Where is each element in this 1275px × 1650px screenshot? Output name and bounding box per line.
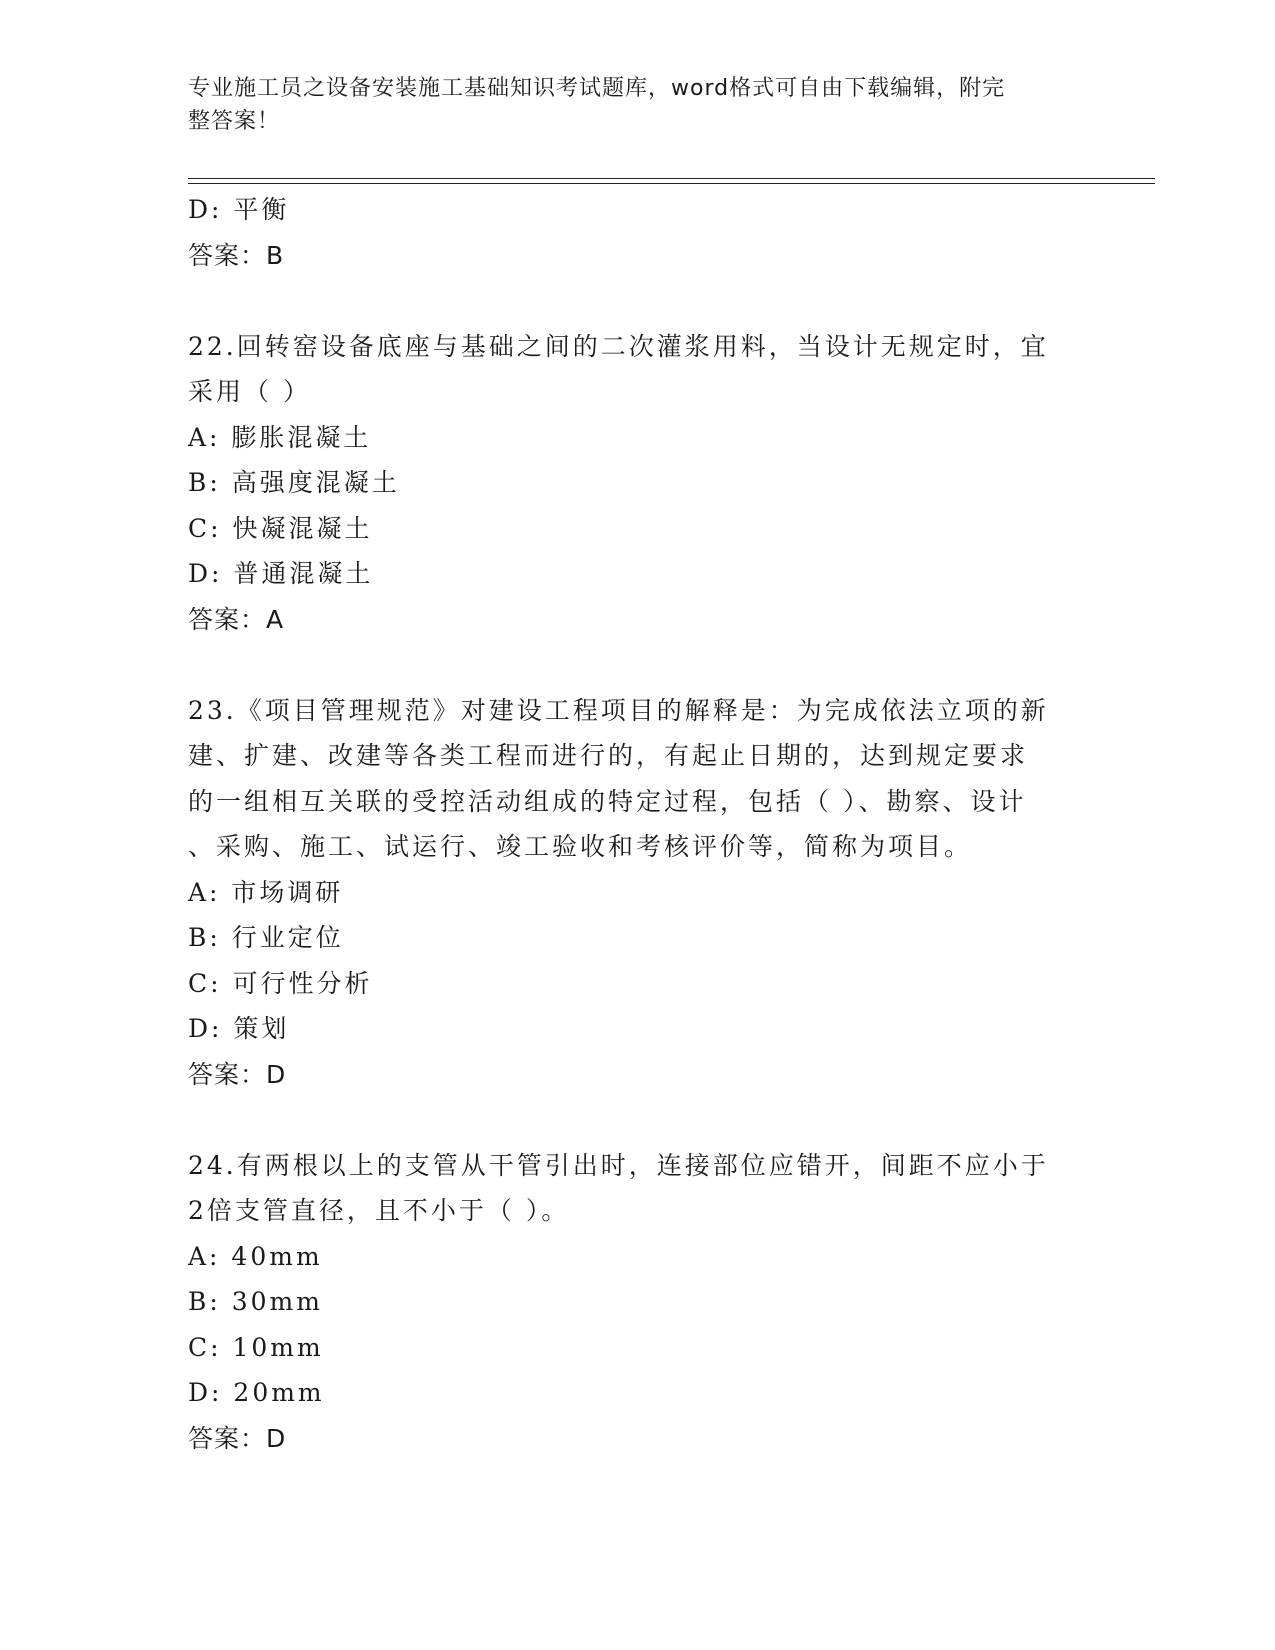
question-stem-line: 建、扩建、改建等各类工程而进行的，有起止日期的，达到规定要求	[188, 741, 1029, 770]
question-22	[188, 324, 1088, 643]
header-divider-bottom	[188, 183, 1155, 184]
header-line-2: 整答案！	[188, 109, 281, 134]
header-divider-top	[188, 178, 1155, 179]
option-b: B: 30mm	[188, 1287, 323, 1316]
question-24	[188, 1143, 1088, 1462]
option-c: C: 10mm	[188, 1332, 324, 1362]
option-d: D: 平衡	[188, 195, 290, 224]
option-a: A: 膨胀混凝土	[188, 422, 372, 452]
question-stem-line: 22.回转窑设备底座与基础之间的二次灌浆用料，当设计无规定时，宜	[188, 331, 1049, 361]
answer-line: 答案：D	[188, 1059, 287, 1089]
question-stem-line: 、采购、施工、试运行、竣工验收和考核评价等，简称为项目。	[188, 832, 973, 861]
answer-line: 答案：B	[188, 240, 285, 270]
option-a: A: 40mm	[188, 1241, 323, 1271]
question-stem-line: 24.有两根以上的支管从干管引出时，连接部位应错开，间距不应小于	[188, 1150, 1049, 1180]
question-stem-line: 的一组相互关联的受控活动组成的特定过程，包括（ ）、勘察、设计	[188, 786, 1027, 816]
option-b: B: 高强度混凝土	[188, 468, 400, 497]
option-a: A: 市场调研	[188, 877, 344, 907]
option-d: D: 20mm	[188, 1378, 325, 1407]
question-stem-line: 2倍支管直径，且不小于（ ）。	[188, 1196, 570, 1225]
question-stem-line: 23.《项目管理规范》对建设工程项目的解释是：为完成依法立项的新	[188, 695, 1049, 725]
option-b: B: 行业定位	[188, 923, 344, 952]
question-stem-line: 采用（ ）	[188, 377, 311, 406]
option-c: C: 快凝混凝土	[188, 513, 373, 543]
option-c: C: 可行性分析	[188, 968, 373, 998]
option-d: D: 策划	[188, 1014, 290, 1043]
header-line-1: 专业施工员之设备安装施工基础知识考试题库，word格式可自由下载编辑，附完	[188, 76, 1006, 101]
answer-line: 答案：A	[188, 604, 285, 634]
option-d: D: 普通混凝土	[188, 559, 374, 588]
question-list	[188, 187, 1088, 1461]
previous-question-tail	[188, 187, 1088, 278]
answer-line: 答案：D	[188, 1423, 287, 1453]
question-23	[188, 688, 1088, 1098]
document-header	[188, 72, 1088, 138]
